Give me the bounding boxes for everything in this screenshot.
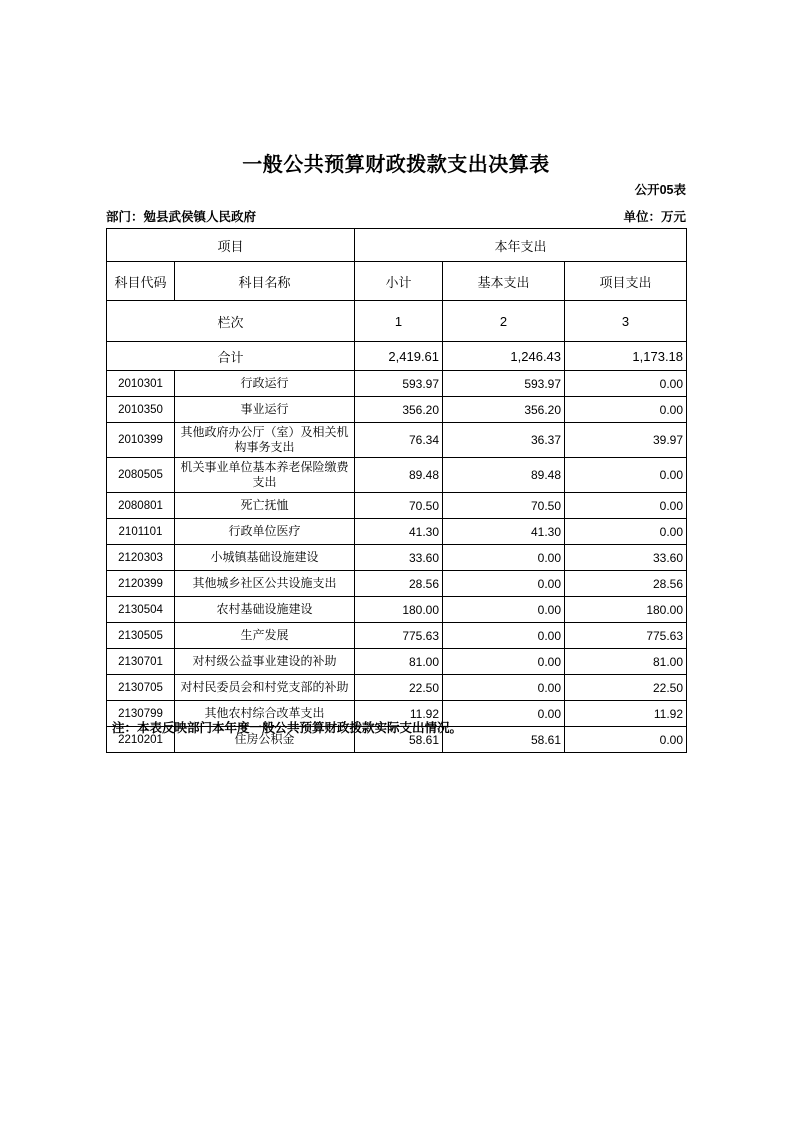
cell-project: 11.92 — [565, 701, 687, 727]
cell-code: 2010301 — [107, 371, 175, 397]
cell-subtotal: 81.00 — [355, 649, 443, 675]
cell-code: 2120399 — [107, 571, 175, 597]
cell-project: 28.56 — [565, 571, 687, 597]
table-row — [107, 458, 687, 493]
table-row — [107, 675, 687, 701]
table-total-row — [107, 342, 687, 371]
cell-project: 0.00 — [565, 519, 687, 545]
total-project: 1,173.18 — [565, 342, 687, 371]
column-header-code: 科目代码 — [107, 262, 175, 301]
cell-subtotal: 70.50 — [355, 493, 443, 519]
column-index-2: 2 — [443, 301, 565, 342]
table-row — [107, 545, 687, 571]
column-header-project: 项目支出 — [565, 262, 687, 301]
cell-basic: 0.00 — [443, 545, 565, 571]
column-header-subtotal: 小计 — [355, 262, 443, 301]
cell-subtotal: 76.34 — [355, 423, 443, 458]
cell-code: 2101101 — [107, 519, 175, 545]
cell-basic: 0.00 — [443, 597, 565, 623]
cell-name: 农村基础设施建设 — [175, 597, 355, 623]
cell-project: 22.50 — [565, 675, 687, 701]
cell-name: 生产发展 — [175, 623, 355, 649]
cell-name: 对村级公益事业建设的补助 — [175, 649, 355, 675]
cell-subtotal: 593.97 — [355, 371, 443, 397]
cell-project: 0.00 — [565, 397, 687, 423]
cell-code: 2130505 — [107, 623, 175, 649]
cell-subtotal: 356.20 — [355, 397, 443, 423]
cell-basic: 593.97 — [443, 371, 565, 397]
cell-basic: 0.00 — [443, 571, 565, 597]
cell-project: 0.00 — [565, 493, 687, 519]
cell-name: 死亡抚恤 — [175, 493, 355, 519]
table-row — [107, 649, 687, 675]
cell-code: 2010350 — [107, 397, 175, 423]
table-row — [107, 371, 687, 397]
cell-subtotal: 33.60 — [355, 545, 443, 571]
cell-project: 775.63 — [565, 623, 687, 649]
cell-project: 81.00 — [565, 649, 687, 675]
group-header-project: 项目 — [107, 229, 355, 262]
cell-basic: 70.50 — [443, 493, 565, 519]
cell-basic: 89.48 — [443, 458, 565, 493]
table-row — [107, 571, 687, 597]
cell-code: 2210201 — [107, 727, 175, 753]
department-label: 部门：勉县武侯镇人民政府 — [106, 210, 257, 224]
cell-project: 0.00 — [565, 458, 687, 493]
group-header-current-year: 本年支出 — [355, 229, 687, 262]
table-row — [107, 519, 687, 545]
cell-basic: 0.00 — [443, 649, 565, 675]
cell-code: 2080801 — [107, 493, 175, 519]
cell-subtotal: 28.56 — [355, 571, 443, 597]
cell-project: 0.00 — [565, 727, 687, 753]
table-row — [107, 423, 687, 458]
cell-code: 2130705 — [107, 675, 175, 701]
cell-basic: 356.20 — [443, 397, 565, 423]
column-header-basic: 基本支出 — [443, 262, 565, 301]
cell-name: 其他农村综合改革支出 — [175, 701, 355, 727]
table-note: 注：本表反映部门本年度一般公共预算财政拨款实际支出情况。 — [112, 721, 463, 735]
cell-code: 2080505 — [107, 458, 175, 493]
cell-project: 180.00 — [565, 597, 687, 623]
cell-code: 2120303 — [107, 545, 175, 571]
column-index-1: 1 — [355, 301, 443, 342]
cell-code: 2130701 — [107, 649, 175, 675]
cell-project: 0.00 — [565, 371, 687, 397]
table-group-header-row — [107, 229, 687, 262]
budget-expenditure-table — [106, 228, 687, 753]
cell-project: 33.60 — [565, 545, 687, 571]
cell-basic: 0.00 — [443, 623, 565, 649]
table-subheader-row — [107, 262, 687, 301]
cell-basic: 0.00 — [443, 701, 565, 727]
table-row — [107, 493, 687, 519]
table-row — [107, 597, 687, 623]
cell-name: 机关事业单位基本养老保险缴费支出 — [175, 458, 355, 493]
cell-subtotal: 775.63 — [355, 623, 443, 649]
table-column-index-row — [107, 301, 687, 342]
cell-name: 行政运行 — [175, 371, 355, 397]
cell-subtotal: 41.30 — [355, 519, 443, 545]
cell-basic: 36.37 — [443, 423, 565, 458]
cell-subtotal: 89.48 — [355, 458, 443, 493]
cell-basic: 41.30 — [443, 519, 565, 545]
meta-row — [106, 207, 686, 225]
unit-label: 单位：万元 — [623, 210, 686, 224]
total-label: 合计 — [107, 342, 355, 371]
cell-name: 行政单位医疗 — [175, 519, 355, 545]
page-title: 一般公共预算财政拨款支出决算表 — [242, 154, 550, 176]
column-index-3: 3 — [565, 301, 687, 342]
cell-subtotal: 22.50 — [355, 675, 443, 701]
column-index-label: 栏次 — [107, 301, 355, 342]
table-row — [107, 397, 687, 423]
cell-name: 事业运行 — [175, 397, 355, 423]
cell-name: 其他政府办公厅（室）及相关机构事务支出 — [175, 423, 355, 458]
column-header-name: 科目名称 — [175, 262, 355, 301]
cell-subtotal: 11.92 — [355, 701, 443, 727]
cell-code: 2010399 — [107, 423, 175, 458]
cell-name: 其他城乡社区公共设施支出 — [175, 571, 355, 597]
cell-name: 小城镇基础设施建设 — [175, 545, 355, 571]
total-subtotal: 2,419.61 — [355, 342, 443, 371]
form-code-label: 公开05表 — [634, 183, 686, 197]
cell-code: 2130799 — [107, 701, 175, 727]
table-row — [107, 623, 687, 649]
cell-project: 39.97 — [565, 423, 687, 458]
cell-subtotal: 58.61 — [355, 727, 443, 753]
cell-code: 2130504 — [107, 597, 175, 623]
cell-name: 住房公积金 — [175, 727, 355, 753]
cell-basic: 58.61 — [443, 727, 565, 753]
total-basic: 1,246.43 — [443, 342, 565, 371]
cell-basic: 0.00 — [443, 675, 565, 701]
cell-subtotal: 180.00 — [355, 597, 443, 623]
cell-name: 对村民委员会和村党支部的补助 — [175, 675, 355, 701]
